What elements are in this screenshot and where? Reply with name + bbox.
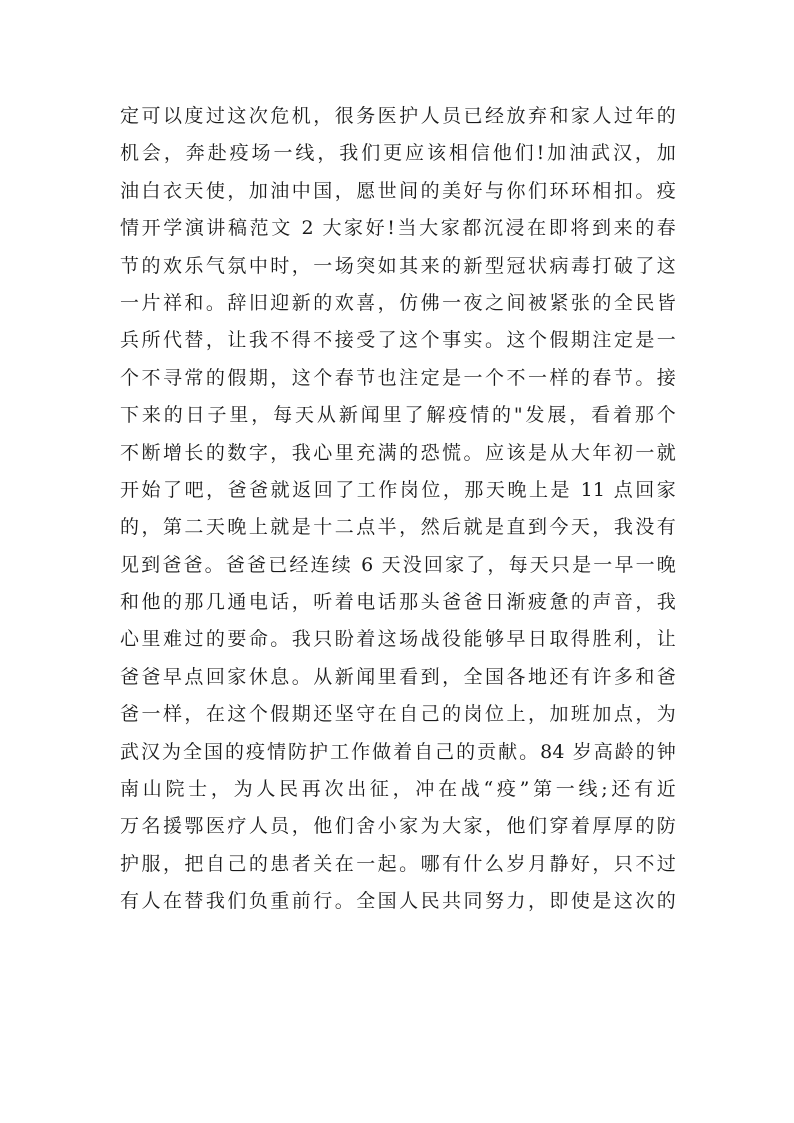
text-line: 个不寻常的假期，这个春节也注定是一个不一样的春节。接 [120,366,676,389]
text-line: 武汉为全国的疫情防护工作做着自己的贡献。84 岁高龄的钟 [120,740,676,763]
text-line: 护服，把自己的患者关在一起。哪有什么岁月静好，只不过 [120,852,676,875]
text-line: 一片祥和。辞旧迎新的欢喜，仿佛一夜之间被紧张的全民皆 [120,291,676,314]
body-text [120,98,676,921]
text-line: 和他的那几通电话，听着电话那头爸爸日渐疲惫的声音，我 [120,591,676,614]
text-line: 节的欢乐气氛中时，一场突如其来的新型冠状病毒打破了这 [120,254,676,277]
text-line: 万名援鄂医疗人员，他们舍小家为大家，他们穿着厚厚的防 [120,815,676,838]
text-line: 油白衣天使，加油中国，愿世间的美好与你们环环相扣。疫 [120,179,676,202]
text-line: 心里难过的要命。我只盼着这场战役能够早日取得胜利，让 [120,628,676,651]
text-line: 情开学演讲稿范文 2 大家好!当大家都沉浸在即将到来的春 [120,217,676,240]
text-line: 定可以度过这次危机，很务医护人员已经放弃和家人过年的 [120,105,676,127]
text-line: 机会，奔赴疫场一线，我们更应该相信他们!加油武汉，加 [120,142,676,165]
text-line: 南山院士，为人民再次出征，冲在战“疫”第一线;还有近 [120,778,676,801]
text-line: 兵所代替，让我不得不接受了这个事实。这个假期注定是一 [120,329,676,352]
text-line: 下来的日子里，每天从新闻里了解疫情的"发展，看着那个 [120,404,676,427]
text-line: 有人在替我们负重前行。全国人民共同努力，即使是这次的 [120,890,676,913]
text-line: 见到爸爸。爸爸已经连续 6 天没回家了，每天只是一早一晚 [120,553,676,576]
text-line: 不断增长的数字，我心里充满的恐慌。应该是从大年初一就 [120,441,676,464]
text-line: 爸爸早点回家休息。从新闻里看到，全国各地还有许多和爸 [120,665,676,688]
text-line: 开始了吧，爸爸就返回了工作岗位，那天晚上是 11 点回家 [120,478,676,501]
text-line: 爸一样，在这个假期还坚守在自己的岗位上，加班加点，为 [120,703,676,726]
text-line: 的，第二天晚上就是十二点半，然后就是直到今天，我没有 [120,516,676,539]
